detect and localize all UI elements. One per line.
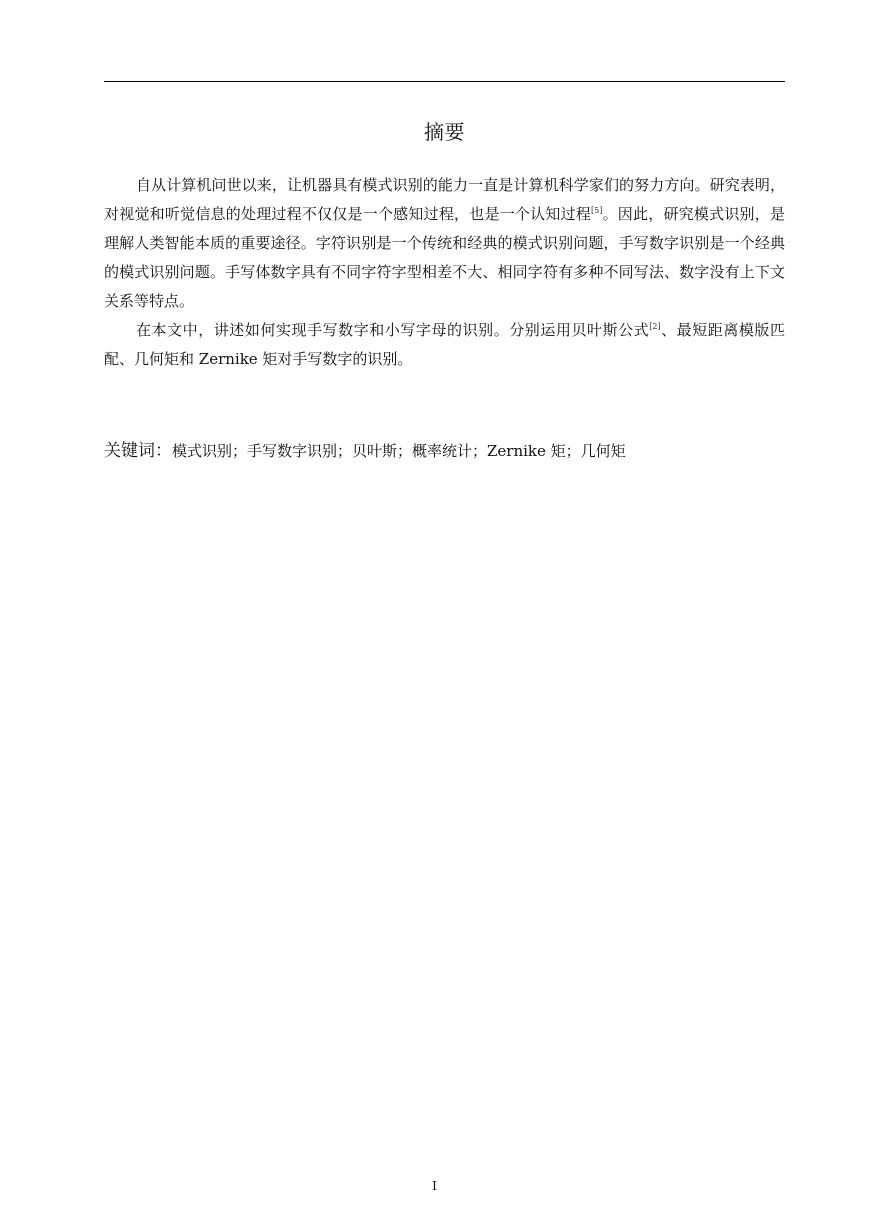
- page-title: 摘要: [424, 120, 465, 144]
- abstract-body: [104, 171, 785, 374]
- paragraph-text: 。因此，研究模式识别，是理解人类智能本质的重要途径。字符识别是一个传统和经典的模式识别问题，手写数字识别是一个经典的模式识别问题。手写体数字具有不同字符字型相差不大、相同字符有多种不同写法、数字没有上下文关系等特点。: [104, 205, 785, 310]
- paragraph-text: 自从计算机问世以来，让机器具有模式识别的能力一直是计算机科学家们的努力方向。研究表明，对视觉和听觉信息的处理过程不仅仅是一个感知过程，也是一个认知过程: [104, 176, 785, 223]
- page-number: I: [432, 1179, 437, 1193]
- header-rule: [104, 81, 785, 82]
- abstract-paragraph-2: [104, 316, 785, 374]
- keywords-label: 关键词：: [104, 441, 172, 461]
- abstract-paragraph-1: [104, 171, 785, 316]
- citation-marker: [5]: [591, 206, 603, 215]
- keywords-line: [104, 437, 785, 465]
- paragraph-text: 、最短距离模版匹配、几何矩和 Zernike 矩对手写数字的识别。: [104, 321, 785, 368]
- paragraph-text: 在本文中，讲述如何实现手写数字和小写字母的识别。分别运用贝叶斯公式: [136, 321, 650, 339]
- citation-marker: [2]: [649, 322, 661, 331]
- keywords-text: 模式识别；手写数字识别；贝叶斯；概率统计；Zernike 矩；几何矩: [172, 442, 626, 460]
